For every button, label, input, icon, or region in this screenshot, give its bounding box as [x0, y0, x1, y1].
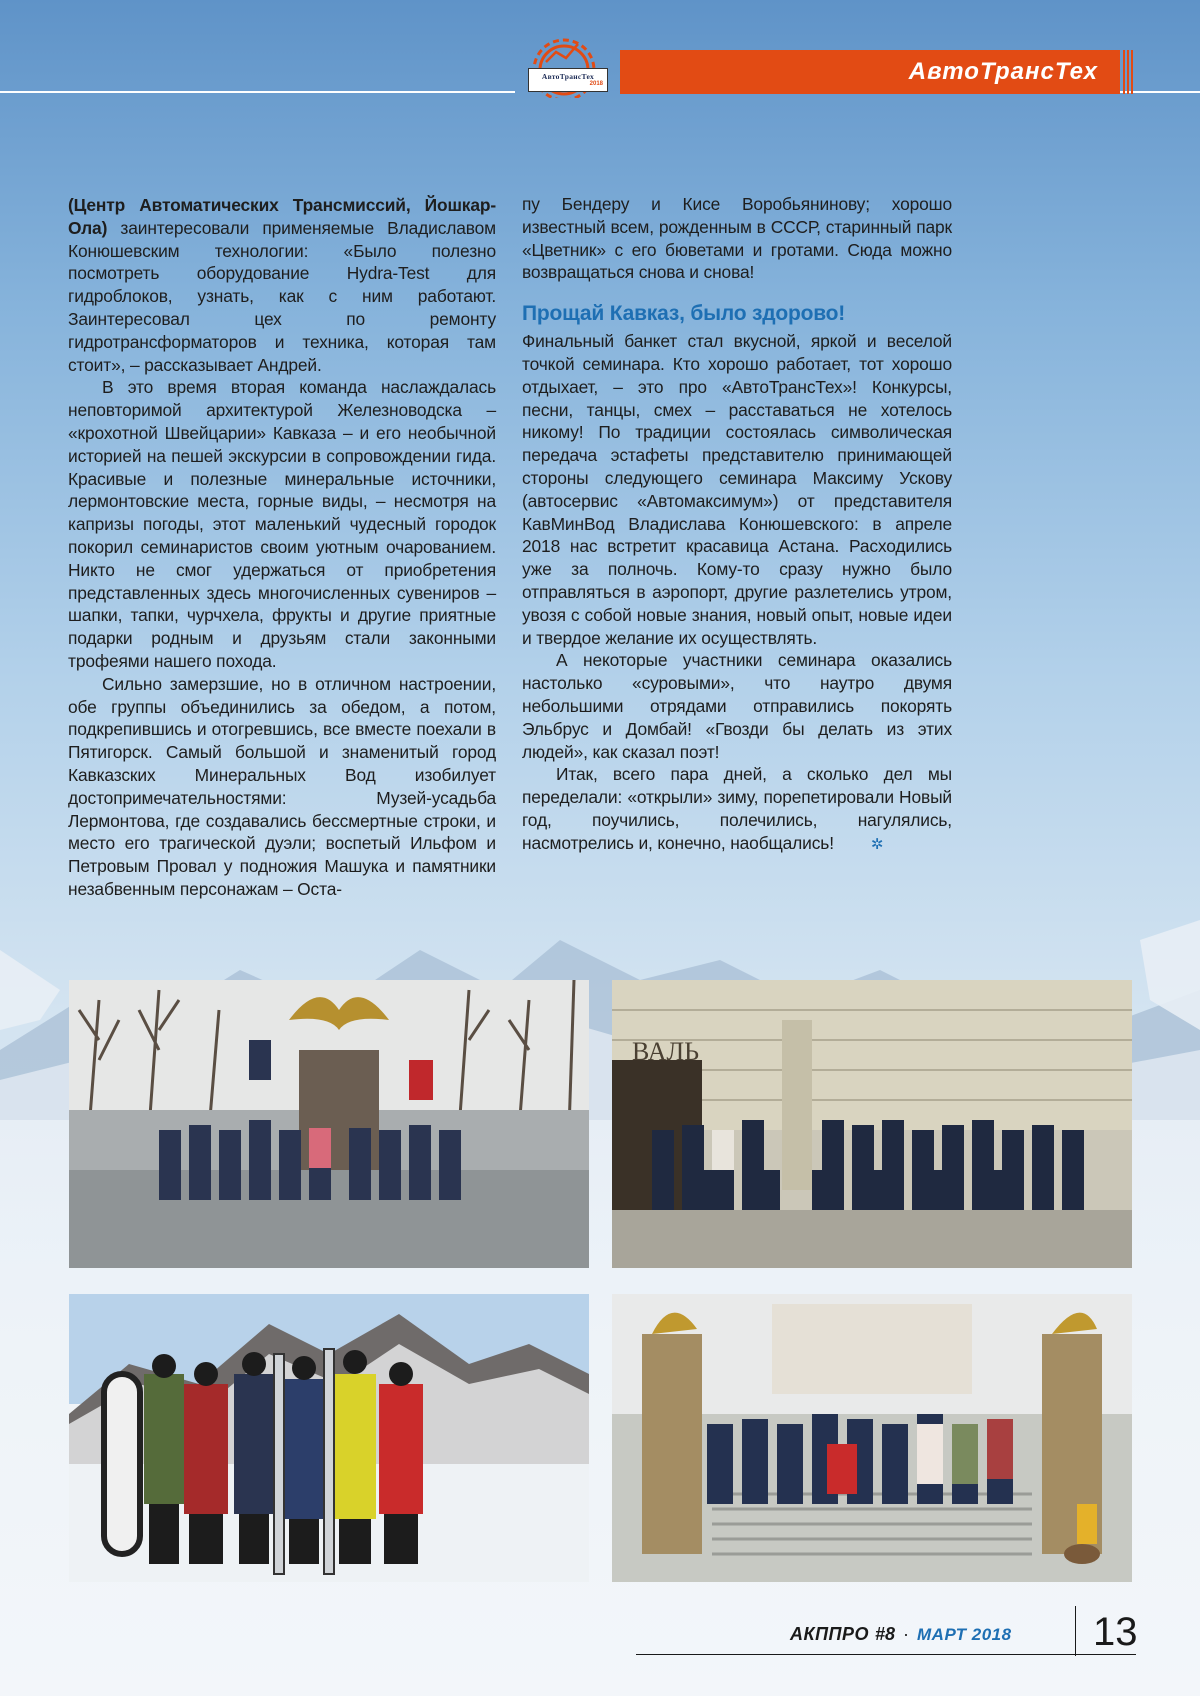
- footer-rule: [636, 1654, 1136, 1655]
- banner-stripes: [1123, 50, 1135, 94]
- paragraph-text: заинтересовали применяемые Владиславом Конюшевским технологии: «Было полезно посмотреть оборудование Hydra-Test для гидроблоков, узнать, как с ним работают. Заинтересовал цех по ремонту гидротрансформаторов и техника, которая там стоит», – рассказывает Андрей.: [68, 217, 496, 375]
- footer-divider-vertical: [1075, 1606, 1076, 1656]
- paragraph: В это время вторая команда наслаждалась неповторимой архитектурой Железноводска – «крохотной Швейцарии» Кавказа – и его необычной историей на пешей экскурсии в сопровождении гида. Красивые и полезные минеральные источники, лермонтовские места, горные виды, – несмотря на капризы погоды, этот маленький чудесный городок покорил семинаристов своим уютным очарованием. Никто не смог удержаться от приобретения представленных здесь многочисленных сувениров – шапки, тапки, чурчхела, фрукты и другие приятные подарки родным и друзьям стали законными трофеями нашего похода.: [68, 377, 496, 671]
- paragraph-text: Итак, всего пара дней, а сколько дел мы переделали: «открыли» зиму, порепетировали Новый год, поучились, полечились, нагулялись, насмотрелись и, конечно, наобщались!: [522, 764, 952, 853]
- lead-bold-text: (Центр Автоматических Трансмиссий, Йошкар-Ола): [68, 195, 496, 238]
- subheading: Прощай Кавказ, было здорово!: [522, 302, 846, 326]
- page-footer: [790, 1624, 1012, 1645]
- header-rule-left: [0, 91, 515, 93]
- page-number: 13: [1093, 1610, 1138, 1654]
- logo-label-box: [528, 68, 608, 92]
- logo-year: 2018: [589, 81, 603, 87]
- paragraph: А некоторые участники семинара оказались настолько «суровыми», что наутро двумя небольшими отрядами отправились покорять Эльбрус и Домбай! «Гвозди бы делать из этих людей», как сказал поэт!: [522, 650, 952, 762]
- section-banner: [620, 50, 1120, 94]
- paragraph: [522, 763, 952, 856]
- photo-grotto-group: [612, 980, 1132, 1268]
- paragraph: [68, 194, 496, 376]
- paragraph: Сильно замерзшие, но в отличном настроении, обе группы объединились за обедом, а потом, подкрепившись и отогревшись, все вместе поехали в Пятигорск. Самый большой и знаменитый город Кавказских Минеральных Вод изобилует достопримечательностями: Музей-усадьба Лермонтова, где создавались бессмертные строки, и место его трагической дуэли; воспетый Ильфом и Петровым Провал у подножия Машука и памятники незабвенным персонажам – Оста-: [68, 673, 496, 899]
- paragraph: пу Бендеру и Кисе Воробьянинову; хорошо известный всем, рожденным в СССР, старинный парк «Цветник» с его бюветами и гротами. Сюда можно возвращаться снова и снова!: [522, 194, 952, 283]
- article-column-right: [522, 193, 952, 857]
- paragraph: Финальный банкет стал вкусной, яркой и веселой точкой семинара. Кто хорошо работает, тот хорошо отдыхает, – это про «АвтоТрансТех»! Конкурсы, песни, танцы, смех – расставаться не хотелось никому! По традиции состоялась символическая передача эстафеты представителю принимающей стороны следующего семинара Максиму Ускову (автосервис «Автомаксимум») от представителя КавМинВод Владислава Конюшевского: в апреле 2018 нас встретит красавица Астана. Расходились уже за полночь. Кому-то сразу нужно было отправляться в аэропорт, другие разлетелись утром, увозя с собой новые знания, новый опыт, новые идеи и твердое желание их осуществлять.: [522, 331, 952, 648]
- photo-stairs-lions: [612, 1294, 1132, 1582]
- logo-text: АвтоТрансТех: [541, 72, 595, 81]
- photo-eagle-monument: [69, 980, 589, 1268]
- issue-number: #8: [874, 1624, 895, 1644]
- section-title: АвтоТрансТех: [908, 58, 1098, 85]
- issue-date: МАРТ 2018: [917, 1625, 1012, 1644]
- footer-separator: ·: [903, 1624, 909, 1644]
- gear-icon: ✲: [870, 835, 884, 853]
- magazine-name: АКППРО: [790, 1624, 869, 1644]
- event-logo: [516, 28, 612, 98]
- grotto-sign: ВАЛЬ: [632, 1037, 700, 1066]
- article-column-left: [68, 194, 496, 901]
- photo-skiers-mountain: [69, 1294, 589, 1582]
